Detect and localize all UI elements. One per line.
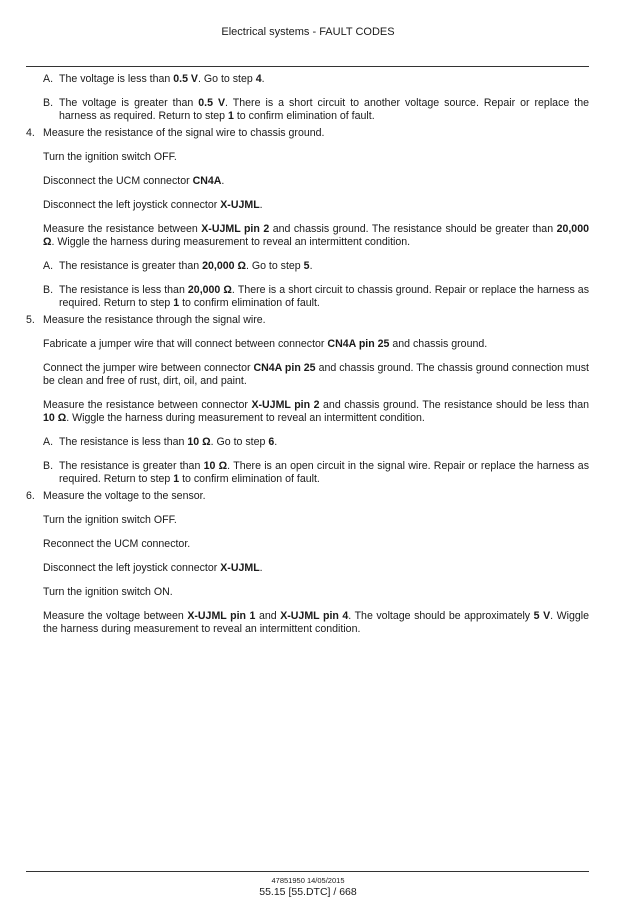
option-letter: B. [43,97,54,109]
step5-instruction-2: Connect the jumper wire between connector CN4A pin 25 and chassis ground. The chassis ground connection must be clean and free of rust, dirt, oil, and paint. [43,362,589,387]
option-letter: B. [43,460,54,472]
step5-option-a: A. The resistance is less than 10 Ω. Go to step 6. [43,436,278,448]
step4-instruction-2: Disconnect the UCM connector CN4A. [43,175,225,187]
step6-instruction-5: Measure the voltage between X-UJML pin 1 and X-UJML pin 4. The voltage should be approximately 5 V. Wiggle the harness during measurement to reveal an intermittent condition. [43,610,590,635]
step6-instruction-1: Turn the ignition switch OFF. [43,514,177,526]
step-number: 5. [26,314,35,326]
step3-option-b: B. The voltage is greater than 0.5 V. There is a short circuit to another voltage source. Repair or replace the harness as required. Return to step 1 to confirm elimination of fault. [43,97,589,122]
step4-option-b: B. The resistance is less than 20,000 Ω. There is a short circuit to chassis ground. Repair or replace the harness as required. Return to step 1 to confirm elimination of fault. [43,284,589,309]
step-number: 6. [26,490,35,502]
step4-instruction-4: Measure the resistance between X-UJML pin 2 and chassis ground. The resistance should be greater than 20,000 Ω. Wiggle the harness during measurement to reveal an intermittent condition. [43,223,589,248]
step5-instruction-1: Fabricate a jumper wire that will connect between connector CN4A pin 25 and chassis ground. [43,338,488,350]
step-4-heading [26,127,589,140]
step3-option-a: A. The voltage is less than 0.5 V. Go to step 4. [43,73,265,85]
step-6-heading [26,490,589,503]
step-title: Measure the resistance through the signal wire. [43,314,266,326]
document-body [26,73,589,647]
option-letter: B. [43,284,54,296]
step5-instruction-3: Measure the resistance between connector X-UJML pin 2 and chassis ground. The resistance should be less than 10 Ω. Wiggle the harness during measurement to reveal an intermittent condition. [43,399,589,424]
step-title: Measure the voltage to the sensor. [43,490,206,502]
footer-divider [26,871,589,872]
step-number: 4. [26,127,35,139]
footer-page-reference: 55.15 [55.DTC] / 668 [259,886,357,898]
step-title: Measure the resistance of the signal wire to chassis ground. [43,127,325,139]
option-letter: A. [43,260,54,272]
option-letter: A. [43,73,54,85]
step6-instruction-2: Reconnect the UCM connector. [43,538,191,550]
step5-option-b: B. The resistance is greater than 10 Ω. There is an open circuit in the signal wire. Repair or replace the harness as required. Return to step 1 to confirm elimination of fault. [43,460,589,485]
option-letter: A. [43,436,54,448]
step4-option-a: A. The resistance is greater than 20,000 Ω. Go to step 5. [43,260,313,272]
page-header-title: Electrical systems - FAULT CODES [221,26,395,38]
step6-instruction-4: Turn the ignition switch ON. [43,586,173,598]
footer-document-id: 47851950 14/05/2015 [271,876,345,885]
step-5-heading [26,314,589,327]
header-divider [26,66,589,67]
step4-instruction-1: Turn the ignition switch OFF. [43,151,177,163]
step6-instruction-3: Disconnect the left joystick connector X-UJML. [43,562,263,574]
step4-instruction-3: Disconnect the left joystick connector X-UJML. [43,199,263,211]
